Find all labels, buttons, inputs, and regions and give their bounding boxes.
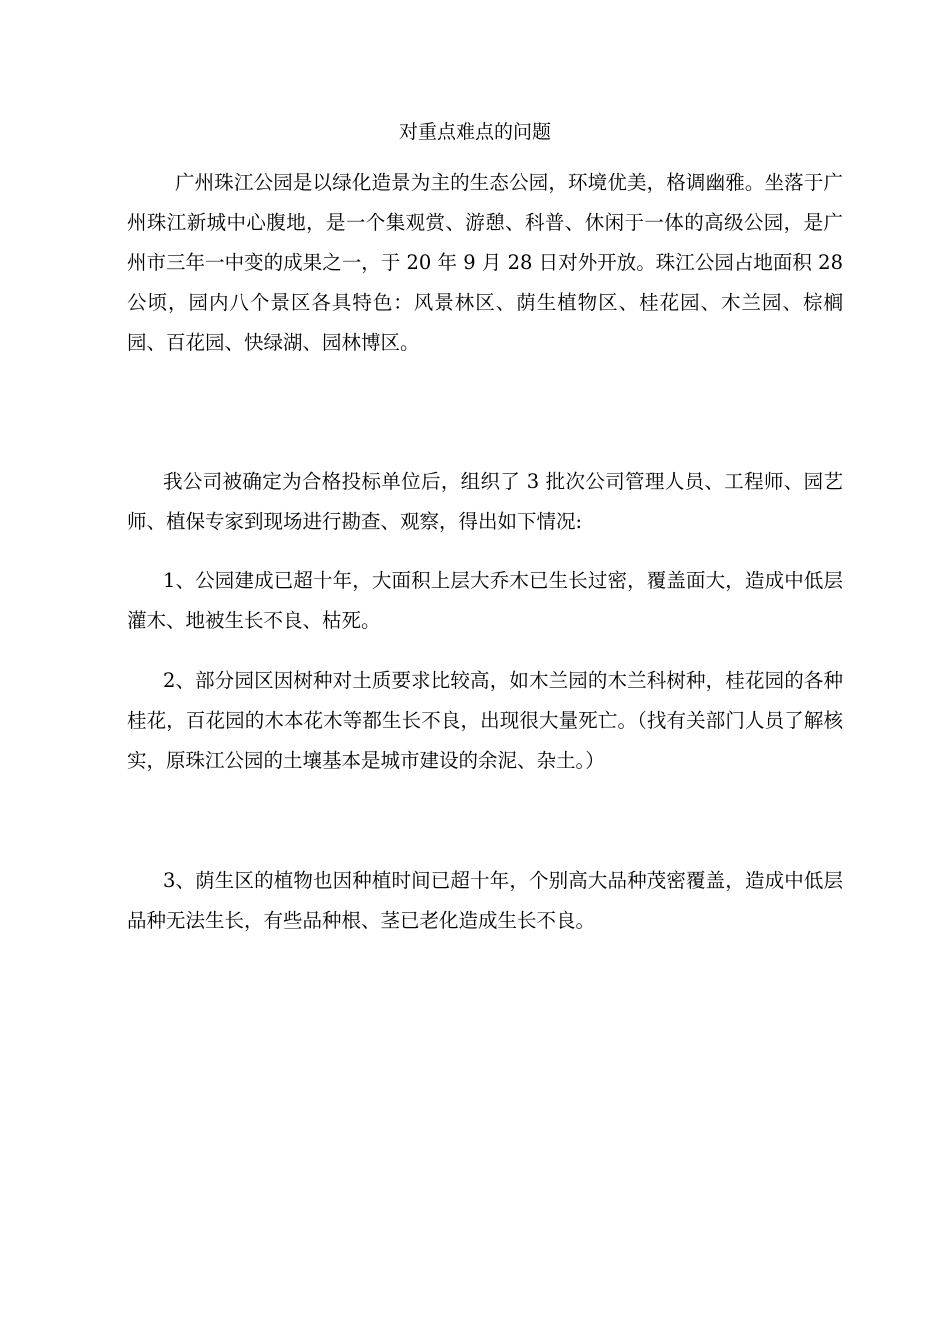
paragraph-finding-2: 2、部分园区因树种对土质要求比较高，如木兰园的木兰科树种，桂花园的各种桂花，百花园的木本花木等都生长不良，出现很大量死亡。（找有关部门人员了解核实，原珠江公园的土壤基本是城市建设的余泥、杂土。）	[127, 669, 843, 772]
paragraph-finding-3: 3、荫生区的植物也因种植时间已超十年，个别高大品种茂密覆盖，造成中低层品种无法生长，有些品种根、茎已老化造成生长不良。	[127, 869, 843, 932]
document-title: 对重点难点的问题	[398, 121, 551, 143]
paragraph-park-intro: 广州珠江公园是以绿化造景为主的生态公园，环境优美，格调幽雅。坐落于广州珠江新城中心腹地，是一个集观赏、游憩、科普、休闲于一体的高级公园，是广州市三年一中变的成果之一，于 20 年 9 月 28 日对外开放。珠江公园占地面积 28 公顷，园内八个景区各具特色：风景林区、荫生植物区、桂花园、木兰园、棕榈园、百花园、快绿湖、园林博区。	[127, 171, 843, 354]
paragraph-site-survey: 我公司被确定为合格投标单位后，组织了 3 批次公司管理人员、工程师、园艺师、植保专家到现场进行勘查、观察，得出如下情况:	[127, 470, 843, 533]
paragraph-finding-1: 1、公园建成已超十年，大面积上层大乔木已生长过密，覆盖面大，造成中低层灌木、地被生长不良、枯死。	[127, 569, 843, 632]
